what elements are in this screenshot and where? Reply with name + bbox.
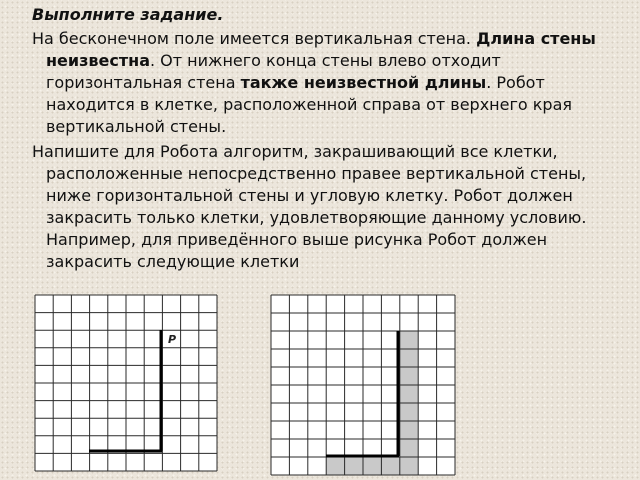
filled-cell xyxy=(363,457,381,475)
robot-label: Р xyxy=(168,333,177,346)
right-grid xyxy=(270,294,456,476)
p1-part-c: . От нижнего конца стены влево отходит горизонтальная стена xyxy=(46,51,501,92)
filled-cell xyxy=(400,367,418,385)
filled-cell xyxy=(400,439,418,457)
filled-cell xyxy=(400,421,418,439)
p1-part-a: На бесконечном поле имеется вертикальная стена. xyxy=(32,29,477,48)
filled-cell xyxy=(400,349,418,367)
filled-cell xyxy=(400,331,418,349)
filled-cell xyxy=(381,457,399,475)
filled-cell xyxy=(400,403,418,421)
filled-cell xyxy=(326,457,344,475)
task-text xyxy=(32,4,632,276)
filled-cell xyxy=(400,457,418,475)
left-grid xyxy=(34,294,218,472)
p1-part-e: . Робот находится в клетке, расположенной справа от верхнего края вертикальной стены. xyxy=(46,73,573,136)
task-paragraph-1 xyxy=(32,28,632,138)
p1-bold-unknown-length: также неизвестной длины xyxy=(240,73,487,92)
filled-cell xyxy=(345,457,363,475)
p1-bold-wall-length: Длина стены неизвестна xyxy=(46,29,596,70)
task-paragraph-2: Напишите для Робота алгоритм, закрашивающий все клетки, расположенные непосредственно правее вертикальной стены, ниже горизонтальной стены и угловую клетку. Робот должен закрасить только клетки, удовлетворяющие данному условию. Например, для приведённого выше рисунка Робот должен закрасить следующие клетки xyxy=(32,142,587,271)
filled-cell xyxy=(400,385,418,403)
task-heading: Выполните задание. xyxy=(32,5,224,24)
